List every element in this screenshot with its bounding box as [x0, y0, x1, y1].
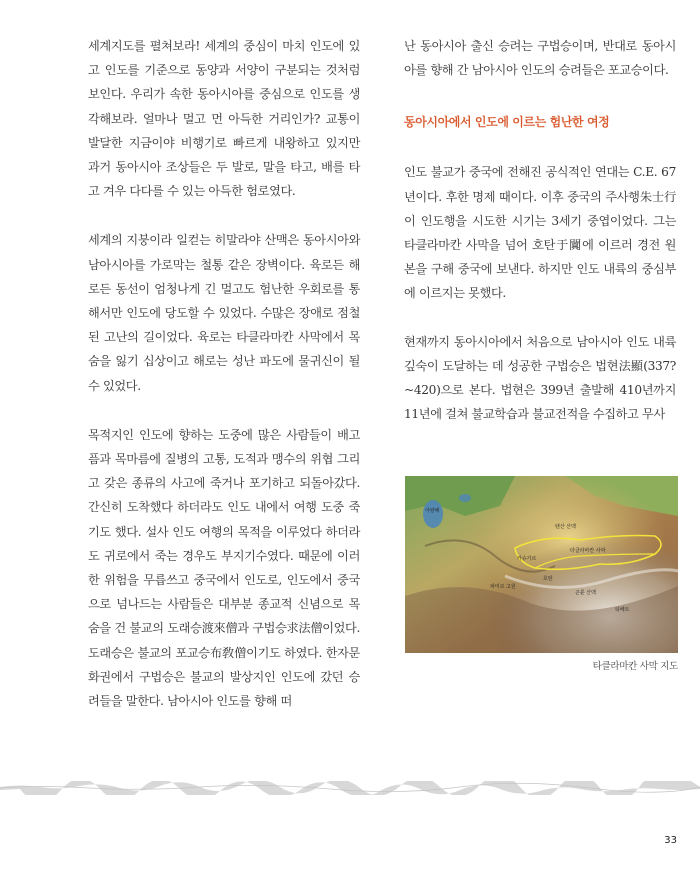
taklamakan-map-image	[405, 476, 678, 653]
map-label: 호탄	[543, 576, 553, 582]
body-paragraph: 인도 불교가 중국에 전해진 공식적인 연대는 C.E. 67년이다. 후한 명제 때이다. 이후 중국의 주사행朱士行이 인도행을 시도한 시기는 3세기 중엽이었다. 그는 타클라마칸 사막을 넘어 호탄于闐에 이르러 경전 원본을 구해 중국에 보낸다. 하지만 인도 내륙의 중심부에 이르지는 못했다.	[404, 165, 676, 301]
map-label: 타클라마칸 사막	[570, 548, 606, 554]
right-column	[404, 34, 676, 426]
torn-paper-divider	[0, 781, 700, 795]
map-caption: 타클라마칸 사막 지도	[592, 661, 678, 672]
map-label: 곤륜 산맥	[575, 590, 596, 596]
body-paragraph: 세계지도를 펼쳐보라! 세계의 중심이 마치 인도에 있고 인도를 기준으로 동양과 서양이 구분되는 것처럼 보인다. 우리가 속한 동아시아를 중심으로 인도를 생각해보라. 얼마나 멀고 먼 아득한 거리인가? 교통이 발달한 지금이야 비행기로 빠르게 내왕하고 있지만 과거 동아시아 조상들은 두 발로, 말을 타고, 배를 타고 겨우 다다를 수 있는 아득한 험로였다.	[88, 39, 360, 199]
map-label: 아랄해	[425, 508, 440, 514]
map-label: 카슈가르	[517, 556, 537, 562]
page-number: 33	[664, 835, 677, 846]
body-paragraph: 목적지인 인도에 향하는 도중에 많은 사람들이 배고픔과 목마름에 질병의 고통, 도적과 맹수의 위협 그리고 갖은 종류의 사고에 죽거나 포기하고 되돌아갔다. 간신히 도착했다 하더라도 인도 내에서 여행 도중 죽기도 했다. 설사 인도 여행의 목적을 이루었다 하더라도 귀로에서 죽는 경우도 부지기수였다. 때문에 이러한 위험을 무릅쓰고 중국에서 인도로, 인도에서 중국으로 넘나드는 사람들은 대부분 종교적 신념으로 목숨을 건 불교의 도래승渡來僧과 구법승求法僧이었다. 도래승은 불교의 포교승布敎僧이기도 하였다. 한자문화권에서 구법승은 불교의 발상지인 인도에 갔던 승려들을 말한다. 남아시아 인도를 향해 떠	[88, 427, 360, 709]
section-heading: 동아시아에서 인도에 이르는 험난한 여정	[404, 115, 610, 130]
body-paragraph: 현재까지 동아시아에서 처음으로 남아시아 인도 내륙 깊숙이 도달하는 데 성공한 구법승은 법현法顯(337?~420)으로 본다. 법현은 399년 출발해 410년까지 11년에 걸쳐 불교학습과 불교전적을 수집하고 무사	[404, 334, 676, 422]
map-label: 텐산 산맥	[555, 524, 576, 530]
body-paragraph: 난 동아시아 출신 승려는 구법승이며, 반대로 동아시아를 향해 간 남아시아 인도의 승려들은 포교승이다.	[404, 39, 676, 78]
map-label: 파미르 고원	[490, 584, 516, 590]
map-label: 티베트	[615, 607, 630, 613]
body-paragraph: 세계의 지붕이라 일컫는 히말라야 산맥은 동아시아와 남아시아를 가로막는 철통 같은 장벽이다. 육로든 해로든 동선이 엄청나게 긴 멀고도 험난한 우회로를 통해서만 인도에 당도할 수 있었다. 수많은 장애로 점철된 고난의 길이었다. 육로는 타클라마칸 사막에서 목숨을 잃기 십상이고 해로는 성난 파도에 물귀신이 될 수 있었다.	[88, 233, 360, 393]
left-column	[88, 34, 360, 713]
